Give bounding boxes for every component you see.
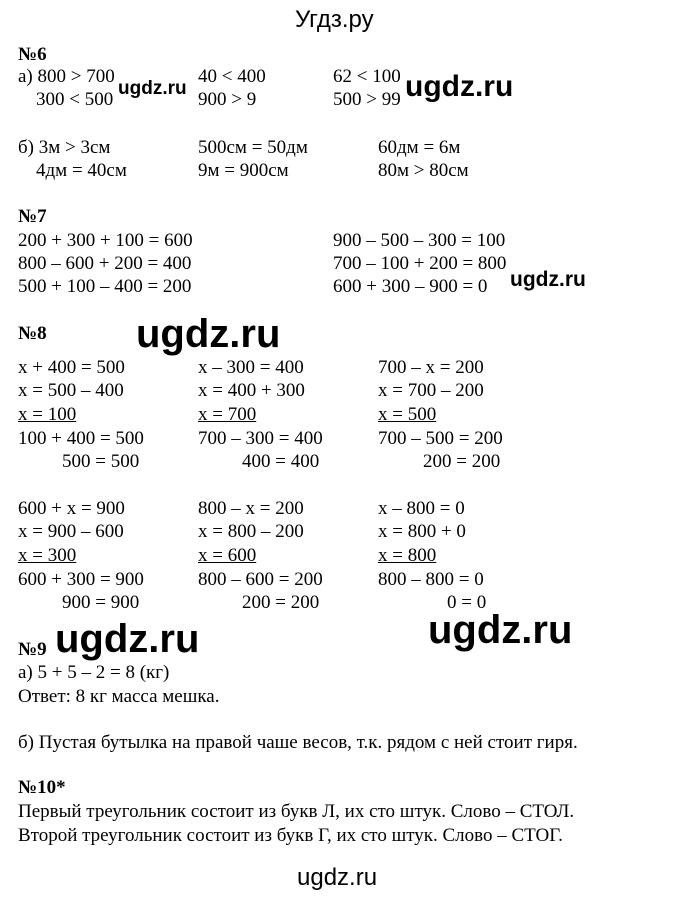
task-6-a-c3-l2: 500 > 99 <box>333 89 401 110</box>
eq-r1c1-l2: x = 500 – 400 <box>18 380 124 401</box>
watermark: ugdz.ru <box>428 608 573 652</box>
site-footer: ugdz.ru <box>297 864 378 891</box>
eq-r1c1-l5: 500 = 500 <box>62 451 140 472</box>
eq-r1c2-l5: 400 = 400 <box>242 451 320 472</box>
task-9-title: №9 <box>18 639 47 660</box>
eq-r1c3-l5: 200 = 200 <box>423 451 501 472</box>
task-7-right-2: 700 – 100 + 200 = 800 <box>333 253 507 274</box>
watermark: ugdz.ru <box>118 78 187 99</box>
eq-r2c1-l2: x = 900 – 600 <box>18 521 124 542</box>
task-7-left-1: 200 + 300 + 100 = 600 <box>18 230 193 251</box>
task-6-a-c1-l1: а) 800 > 700 <box>18 66 115 87</box>
watermark: ugdz.ru <box>136 312 281 356</box>
eq-r1c2-l3: x = 700 <box>198 404 257 425</box>
eq-r1c3-l2: x = 700 – 200 <box>378 380 484 401</box>
eq-r1c2-l1: x – 300 = 400 <box>198 357 304 378</box>
eq-r2c1-l1: 600 + x = 900 <box>18 498 125 519</box>
watermark: ugdz.ru <box>510 268 586 291</box>
task-6-b-c2-l1: 500см = 50дм <box>198 137 308 158</box>
task-6-a-c2-l2: 900 > 9 <box>198 89 257 110</box>
task-10-line-2: Второй треугольник состоит из букв Г, их сто штук. Слово – СТОГ. <box>18 825 563 846</box>
task-6-a-c3-l1: 62 < 100 <box>333 66 401 87</box>
eq-r1c2-l2: x = 400 + 300 <box>198 380 305 401</box>
eq-r2c2-l2: x = 800 – 200 <box>198 521 304 542</box>
eq-r2c2-l4: 800 – 600 = 200 <box>198 569 323 590</box>
task-6-title: №6 <box>18 44 47 65</box>
task-6-a-c1-l2: 300 < 500 <box>36 89 114 110</box>
eq-r1c2-l4: 700 – 300 = 400 <box>198 428 323 449</box>
eq-r2c1-l5: 900 = 900 <box>62 592 140 613</box>
eq-r2c3-l5: 0 = 0 <box>447 592 487 613</box>
eq-r1c1-l1: x + 400 = 500 <box>18 357 125 378</box>
eq-r1c3-l3: x = 500 <box>378 404 437 425</box>
eq-r2c3-l1: x – 800 = 0 <box>378 498 465 519</box>
task-6-b-c3-l2: 80м > 80см <box>378 160 469 181</box>
task-7-right-3: 600 + 300 – 900 = 0 <box>333 276 488 297</box>
task-7-left-3: 500 + 100 – 400 = 200 <box>18 276 192 297</box>
task-6-b-c2-l2: 9м = 900см <box>198 160 289 181</box>
task-9-line-1: а) 5 + 5 – 2 = 8 (кг) <box>18 662 170 683</box>
site-header: Угдз.ру <box>295 6 374 33</box>
eq-r2c3-l3: x = 800 <box>378 545 437 566</box>
eq-r1c1-l3: x = 100 <box>18 404 77 425</box>
eq-r2c2-l1: 800 – x = 200 <box>198 498 304 519</box>
eq-r2c3-l2: x = 800 + 0 <box>378 521 466 542</box>
eq-r1c3-l1: 700 – x = 200 <box>378 357 484 378</box>
watermark: ugdz.ru <box>405 70 514 103</box>
task-8-title: №8 <box>18 323 47 344</box>
task-7-right-1: 900 – 500 – 300 = 100 <box>333 230 506 251</box>
task-6-b-c3-l1: 60дм = 6м <box>378 137 461 158</box>
watermark: ugdz.ru <box>55 617 200 661</box>
eq-r1c3-l4: 700 – 500 = 200 <box>378 428 503 449</box>
eq-r2c2-l5: 200 = 200 <box>242 592 320 613</box>
task-7-title: №7 <box>18 206 47 227</box>
task-6-b-c1-l2: 4дм = 40см <box>36 160 127 181</box>
task-7-left-2: 800 – 600 + 200 = 400 <box>18 253 192 274</box>
task-9-line-2: Ответ: 8 кг масса мешка. <box>18 686 220 707</box>
task-6-a-c2-l1: 40 < 400 <box>198 66 266 87</box>
eq-r2c1-l3: x = 300 <box>18 545 77 566</box>
task-10-line-1: Первый треугольник состоит из букв Л, их сто штук. Слово – СТОЛ. <box>18 801 575 822</box>
task-10-title: №10* <box>18 777 66 798</box>
task-9-line-3: б) Пустая бутылка на правой чаше весов, т.к. рядом с ней стоит гиря. <box>18 732 578 753</box>
eq-r2c1-l4: 600 + 300 = 900 <box>18 569 144 590</box>
eq-r1c1-l4: 100 + 400 = 500 <box>18 428 144 449</box>
eq-r2c3-l4: 800 – 800 = 0 <box>378 569 484 590</box>
eq-r2c2-l3: x = 600 <box>198 545 257 566</box>
task-6-b-c1-l1: б) 3м > 3см <box>18 137 111 158</box>
